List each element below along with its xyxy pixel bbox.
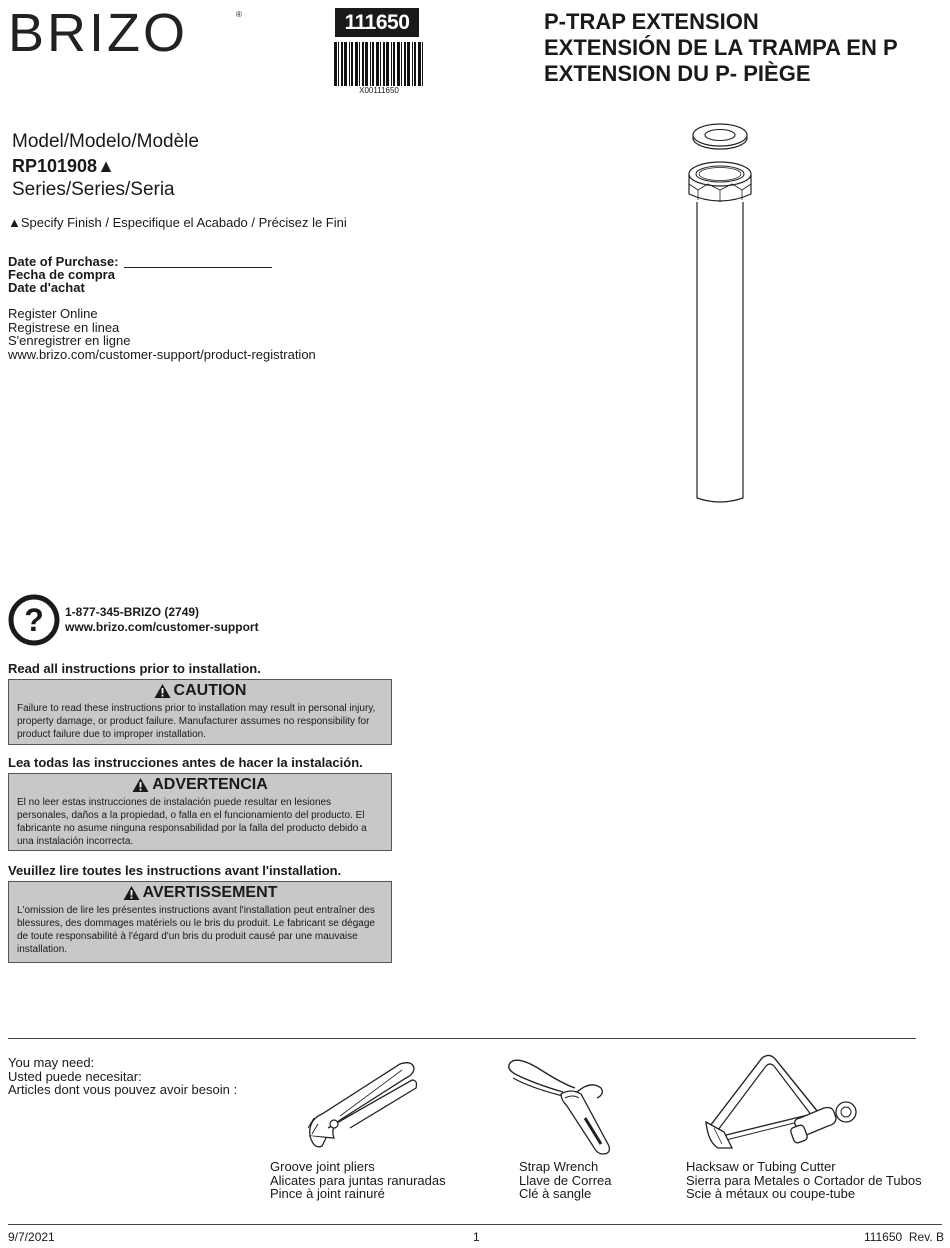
advertencia-heading	[9, 776, 391, 794]
document-title	[544, 9, 898, 87]
warning-triangle-icon	[132, 777, 149, 793]
p-trap-extension-illustration	[680, 118, 770, 508]
question-mark-icon	[8, 594, 60, 646]
tools-intro-en: You may need:	[8, 1055, 95, 1070]
tool-pliers-label	[270, 1160, 446, 1201]
avertissement-text: L'omission de lire les présentes instructions avant l'installation peut entraîner des blessures, des dommages matériels ou le bris du produit. Le fabricant se dégage de toute responsabilité à l'égard d'un bris du produit causé par une mauvaise installation.	[17, 905, 375, 955]
support-url[interactable]: www.brizo.com/customer-support	[65, 620, 259, 634]
tool-pliers-fr: Pince à joint rainuré	[270, 1186, 385, 1201]
avertissement-title: AVERTISSEMENT	[142, 884, 278, 901]
footer-date: 9/7/2021	[8, 1230, 55, 1244]
advertencia-text: El no leer estas instrucciones de instalación puede resultar en lesiones personales, daños a la propiedad, o falla en el funcionamiento del producto. El fabricante no asume ninguna responsabilidad por la falla del producto debido a una instalación incorrecta.	[17, 797, 367, 847]
tools-intro	[8, 1056, 237, 1097]
tools-intro-fr: Articles dont vous pouvez avoir besoin :	[8, 1082, 238, 1097]
purchase-line-fr: Date d'achat	[8, 280, 85, 295]
tool-pliers-es: Alicates para juntas ranuradas	[270, 1172, 446, 1188]
title-line-es: EXTENSIÓN DE LA TRAMPA EN P	[544, 35, 898, 60]
section-divider	[8, 1038, 916, 1039]
caution-box	[8, 679, 392, 745]
hacksaw-icon	[700, 1052, 860, 1152]
caution-text: Failure to read these instructions prior to installation may result in personal injury, property damage, or product failure. Manufacturer assumes no responsibility for product failure due to improper installation.	[17, 703, 376, 740]
purchase-date-blank	[124, 267, 272, 268]
footer-divider	[8, 1224, 942, 1225]
read-instructions-fr: Veuillez lire toutes les instructions avant l'installation.	[8, 863, 342, 878]
register-line-es: Registrese en linea	[8, 319, 120, 335]
series-label: Series/Series/Seria	[12, 179, 175, 200]
customer-support	[65, 605, 259, 635]
title-line-fr: EXTENSION DU P- PIÈGE	[544, 61, 811, 86]
caution-title: CAUTION	[173, 682, 247, 699]
finish-note: ▲Specify Finish / Especifique el Acabado / Précisez le Fini	[8, 215, 347, 230]
register-line-fr: S'enregistrer en ligne	[8, 333, 131, 348]
model-label: Model/Modelo/Modèle	[12, 131, 199, 152]
strap-wrench-icon	[505, 1058, 615, 1158]
date-of-purchase	[8, 255, 119, 294]
warning-triangle-icon	[123, 885, 140, 901]
barcode-number: X00111650	[359, 86, 399, 95]
tool-strap-wrench-en: Strap Wrench	[519, 1159, 599, 1174]
caution-heading	[9, 682, 391, 700]
document-number-badge: 111650	[335, 8, 419, 37]
purchase-line-es: Fecha de compra	[8, 267, 115, 282]
registered-mark: ®	[236, 10, 242, 19]
footer-doc-revision: 111650 Rev. B	[863, 1230, 944, 1244]
warning-triangle-icon	[154, 683, 171, 699]
register-online	[8, 307, 316, 361]
footer-page-number: 1	[473, 1230, 480, 1244]
tool-pliers-en: Groove joint pliers	[270, 1159, 375, 1174]
brand-logo: BRIZO	[8, 3, 189, 63]
tools-intro-es: Usted puede necesitar:	[8, 1068, 142, 1084]
tool-hacksaw-es: Sierra para Metales o Cortador de Tubos	[686, 1172, 922, 1188]
avertissement-heading	[9, 884, 391, 902]
purchase-line-en: Date of Purchase:	[8, 254, 119, 269]
read-instructions-es: Lea todas las instrucciones antes de hacer la instalación.	[8, 755, 363, 770]
title-line-en: P-TRAP EXTENSION	[544, 9, 759, 34]
tool-strap-wrench-es: Llave de Correa	[519, 1172, 612, 1188]
advertencia-title: ADVERTENCIA	[152, 776, 268, 793]
tool-hacksaw-fr: Scie à métaux ou coupe-tube	[686, 1186, 856, 1201]
support-phone[interactable]: 1-877-345-BRIZO (2749)	[65, 605, 200, 619]
avertissement-box	[8, 881, 392, 963]
tool-hacksaw-en: Hacksaw or Tubing Cutter	[686, 1159, 836, 1174]
pliers-icon	[300, 1058, 425, 1153]
barcode-icon	[333, 42, 425, 86]
register-line-en: Register Online	[8, 306, 98, 321]
svg-text:?: ?	[24, 602, 44, 638]
tool-strap-wrench-fr: Clé à sangle	[519, 1186, 592, 1201]
model-number: RP101908▲	[12, 156, 115, 176]
advertencia-box	[8, 773, 392, 851]
tool-strap-wrench-label	[519, 1160, 612, 1201]
read-instructions-en: Read all instructions prior to installation.	[8, 661, 261, 676]
tool-hacksaw-label	[686, 1160, 922, 1201]
register-url[interactable]: www.brizo.com/customer-support/product-registration	[8, 346, 316, 362]
